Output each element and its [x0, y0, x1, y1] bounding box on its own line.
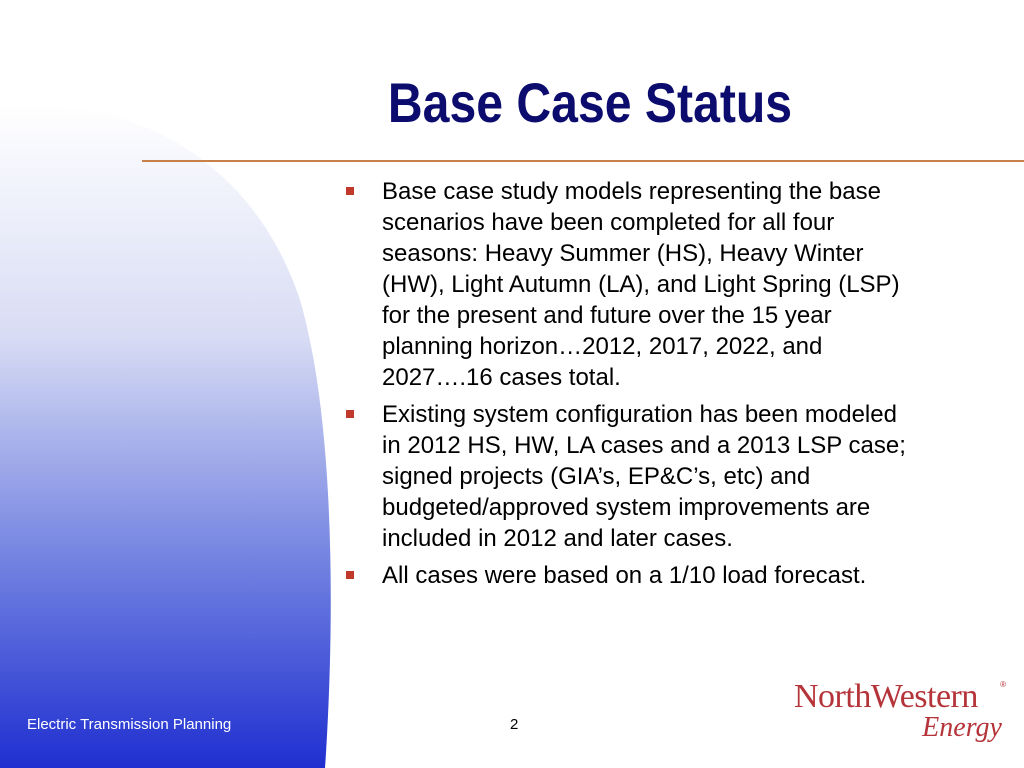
- square-bullet-icon: [346, 571, 354, 579]
- northwestern-energy-logo: [792, 678, 1006, 748]
- bullet-text: Base case study models representing the base scenarios have been completed for all four seasons: Heavy Summer (HS), Heavy Winter (HW), Light Autumn (LA), and Light Spring (LSP) for the present and future over the 15 year planning horizon…2012, 2017, 2022, and 2027….16 cases total.: [382, 178, 900, 391]
- bullet-list: [340, 176, 980, 597]
- page-number: 2: [510, 716, 519, 733]
- square-bullet-icon: [346, 187, 354, 195]
- logo-wordmark: NorthWestern: [794, 678, 978, 715]
- slide-title: Base Case Status: [387, 71, 793, 134]
- bullet-text: All cases were based on a 1/10 load forecast.: [382, 562, 867, 589]
- bullet-item: [340, 399, 922, 554]
- bullet-item: [340, 560, 922, 591]
- bullet-text: Existing system configuration has been modeled in 2012 HS, HW, LA cases and a 2013 LSP case; signed projects (GIA’s, EP&C’s, etc) and budgeted/approved system improvements are included in 2012 and later cases.: [382, 401, 906, 552]
- footer-label: Electric Transmission Planning: [27, 716, 232, 733]
- title-divider: [142, 160, 1024, 162]
- logo-trademark: ®: [1000, 680, 1006, 689]
- logo-subtitle: Energy: [922, 712, 1002, 743]
- bullet-item: [340, 176, 922, 393]
- square-bullet-icon: [346, 410, 354, 418]
